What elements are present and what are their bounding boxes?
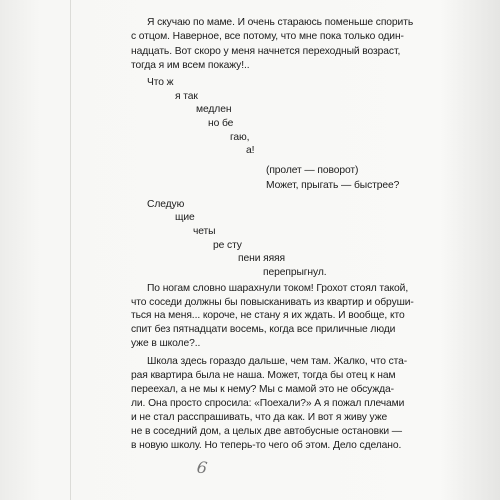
- text-line: что соседи должны бы повысканивать из квартир и обруши-: [131, 297, 414, 308]
- verse-line: ре сту: [213, 240, 242, 251]
- text-line: рая квартира была не наша. Может, тогда бы отец к нам: [131, 370, 396, 381]
- verse-line: пени яяяя: [238, 253, 286, 264]
- text-line: надцать. Вот скоро у меня начнется переходный возраст,: [131, 46, 401, 57]
- verse-line: Что ж: [147, 77, 174, 88]
- text-line: Школа здесь гораздо дальше, чем там. Жалко, что ста-: [147, 356, 408, 367]
- verse-line: а!: [246, 145, 255, 156]
- text-line: уже в школе?..: [131, 338, 201, 349]
- page-gutter: [70, 0, 71, 500]
- text-line: с отцом. Наверное, все потому, что мне пока только один-: [131, 31, 404, 42]
- text-line: в новую школу. Но теперь-то чего об этом. Дело сделано.: [131, 440, 402, 451]
- verse-line: но бе: [208, 118, 234, 129]
- verse-line: гаю,: [230, 132, 250, 143]
- text-line: ться на меня... короче, не стану я их ждать. И вообще, кто: [131, 310, 405, 321]
- text-line: тогда я им всем покажу!..: [131, 60, 250, 71]
- text-line: не в соседний дом, а целых две автобусные остановки —: [131, 426, 402, 437]
- verse-line: Может, прыгать — быстрее?: [266, 180, 400, 191]
- text-line: переехал, а не мы к нему? Мы с мамой это не обсужда-: [131, 384, 394, 395]
- page-edge-shade: [440, 0, 500, 500]
- page-number: 6: [195, 457, 209, 478]
- text-line: По ногам словно шарахнули током! Грохот стоял такой,: [147, 283, 409, 294]
- text-line: ли. Она просто спросила: «Поехали?» А я пожал плечами: [131, 398, 405, 409]
- verse-line: четы: [193, 226, 216, 237]
- verse-line: я так: [175, 91, 198, 102]
- verse-line: перепрыгнул.: [263, 267, 327, 278]
- verse-line: (пролет — поворот): [266, 165, 359, 176]
- verse-line: медлен: [196, 104, 232, 115]
- text-line: Я скучаю по маме. И очень стараюсь поменьше спорить: [147, 17, 414, 28]
- text-line: и не стал расспрашивать, что да как. И вот я живу уже: [131, 412, 388, 423]
- verse-line: щие: [175, 212, 195, 223]
- verse-line: Следую: [147, 199, 185, 210]
- text-line: спит без пятнадцати восемь, когда все приличные люди: [131, 324, 396, 335]
